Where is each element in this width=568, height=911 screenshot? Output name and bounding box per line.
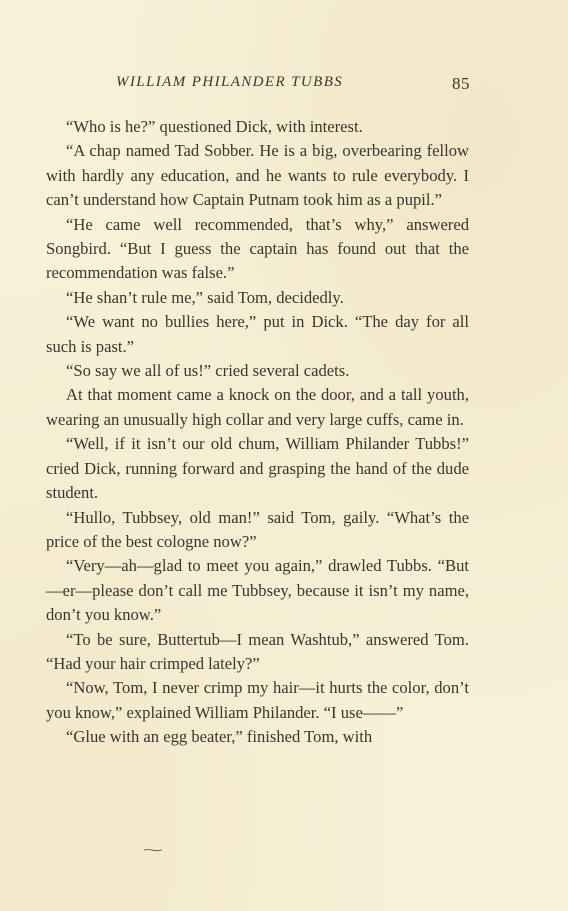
paragraph: “To be sure, Buttertub—I mean Washtub,” answered Tom. “Had your hair crimped lately?” (46, 629, 469, 673)
paragraph: “Who is he?” questioned Dick, with interest. (66, 117, 363, 136)
paragraph: “Hullo, Tubbsey, old man!” said Tom, gaily. “What’s the price of the best cologne now?” (46, 507, 469, 551)
running-head: WILLIAM PHILANDER TUBBS (116, 74, 344, 90)
paragraph: “Glue with an egg beater,” finished Tom, with (66, 727, 373, 747)
paragraph: “So say we all of us!” cried several cadets. (66, 361, 350, 381)
page-header (44, 74, 468, 98)
page-number: 85 (452, 74, 470, 93)
paragraph: At that moment came a knock on the door, and a tall youth, wearing an unusually high collar and very large cuffs, came in. (46, 385, 469, 429)
paragraph: “Well, if it isn’t our old chum, William Philander Tubbs!” cried Dick, running forward and grasping the hand of the dude student. (46, 434, 469, 503)
paragraph: “He came well recommended, that’s why,” answered Songbird. “But I guess the captain has found out that the recommendation was false.” (46, 214, 469, 283)
paragraph: “He shan’t rule me,” said Tom, decidedly. (66, 287, 344, 307)
printer-mark (143, 848, 163, 852)
paragraph: “Very—ah—glad to meet you again,” drawled Tubbs. “But—er—please don’t call me Tubbsey, because it isn’t my name, don’t you know.” (46, 556, 469, 625)
body-text (46, 115, 469, 750)
paragraph: “A chap named Tad Sobber. He is a big, overbearing fellow with hardly any education, and he wants to rule everybody. I can’t understand how Captain Putnam took him as a pupil.” (46, 141, 469, 210)
paragraph: “We want no bullies here,” put in Dick. “The day for all such is past.” (46, 312, 469, 356)
paragraph: “Now, Tom, I never crimp my hair—it hurts the color, don’t you know,” explained William Philander. “I use——” (46, 678, 469, 722)
